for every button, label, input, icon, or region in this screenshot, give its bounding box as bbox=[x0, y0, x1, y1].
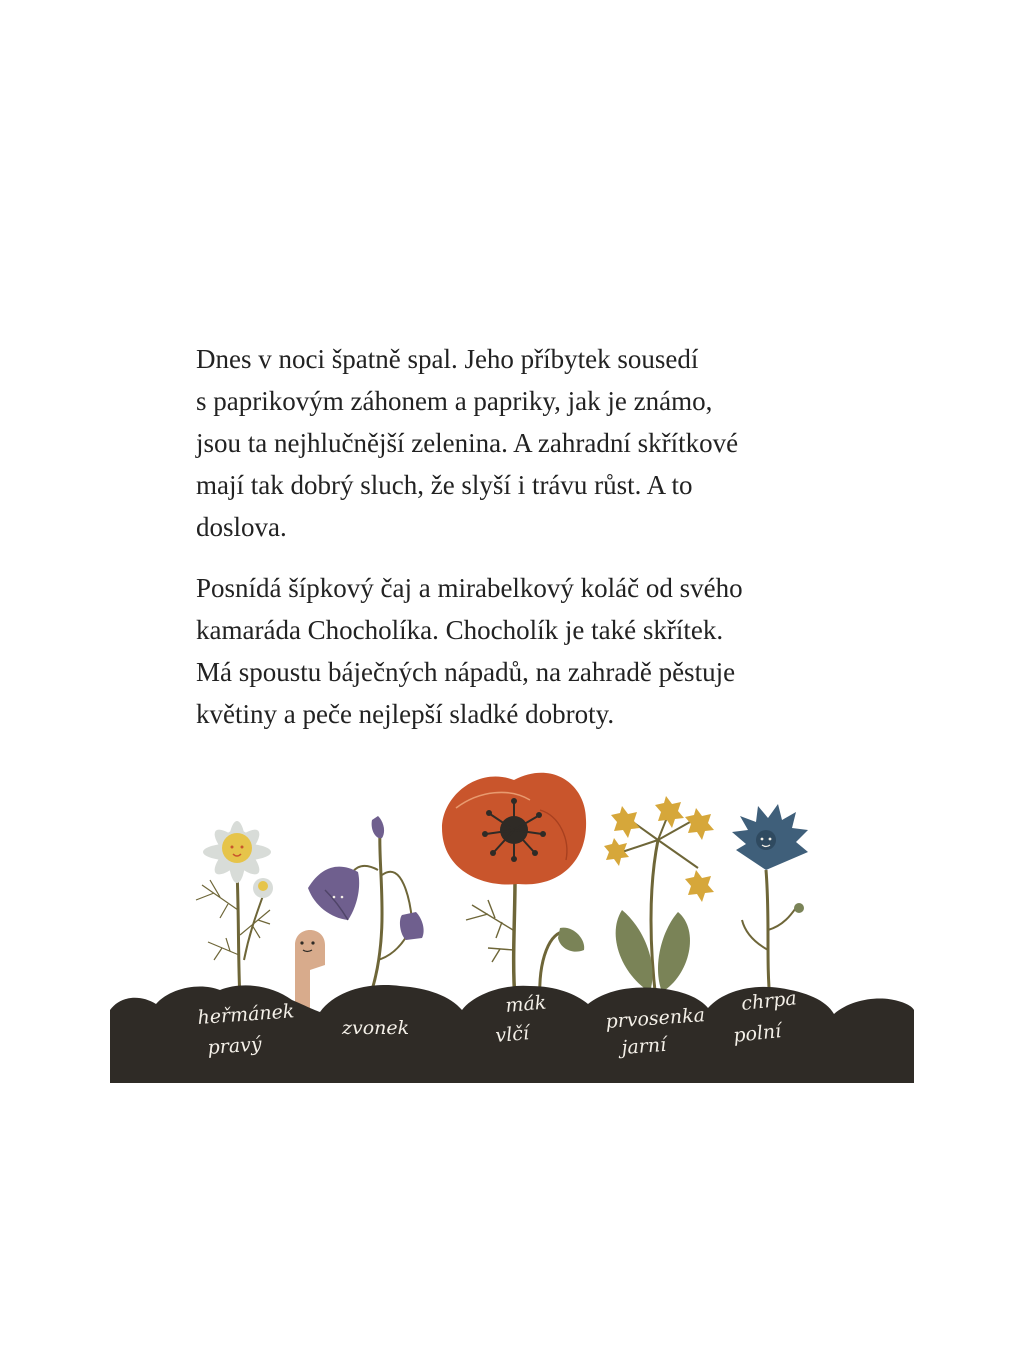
paragraph-2 bbox=[196, 567, 876, 735]
bellflower-flower bbox=[308, 816, 424, 990]
cowslip-flower bbox=[604, 796, 714, 1000]
story-text bbox=[196, 338, 876, 735]
label-bellflower-line1: zvonek bbox=[342, 1017, 410, 1039]
label-cornflower-line2: polní bbox=[732, 1020, 783, 1047]
label-poppy-line2: vlčí bbox=[494, 1022, 530, 1047]
worm bbox=[295, 930, 325, 1015]
paragraph-1 bbox=[196, 338, 876, 548]
flower-garden-illustration bbox=[110, 760, 914, 1083]
label-cowslip-line2: jarní bbox=[620, 1033, 667, 1059]
text-line: doslova. bbox=[196, 512, 287, 542]
text-line: jsou ta nejhlučnější zelenina. A zahradní skřítkové bbox=[196, 428, 739, 458]
label-chamomile-line1: heřmánek bbox=[196, 1000, 296, 1029]
text-line: Posnídá šípkový čaj a mirabelkový koláč od svého bbox=[196, 573, 743, 603]
text-line: květiny a peče nejlepší sladké dobroty. bbox=[196, 699, 615, 729]
text-line: Má spoustu báječných nápadů, na zahradě pěstuje bbox=[196, 657, 736, 687]
cornflower-flower bbox=[732, 804, 808, 1000]
label-poppy-line1: mák bbox=[504, 991, 548, 1017]
text-line: kamaráda Chocholíka. Chocholík je také skřítek. bbox=[196, 615, 724, 645]
text-line: mají tak dobrý sluch, že slyší i trávu růst. A to bbox=[196, 470, 693, 500]
poppy-flower bbox=[442, 773, 586, 1000]
label-cowslip-line1: prvosenka bbox=[604, 1004, 706, 1033]
text-line: s paprikovým záhonem a papriky, jak je známo, bbox=[196, 386, 713, 416]
label-chamomile-line2: pravý bbox=[206, 1033, 263, 1059]
text-line: Dnes v noci špatně spal. Jeho příbytek sousedí bbox=[196, 344, 699, 374]
chamomile-flower bbox=[196, 821, 273, 1000]
label-cornflower-line1: chrpa bbox=[740, 987, 798, 1015]
